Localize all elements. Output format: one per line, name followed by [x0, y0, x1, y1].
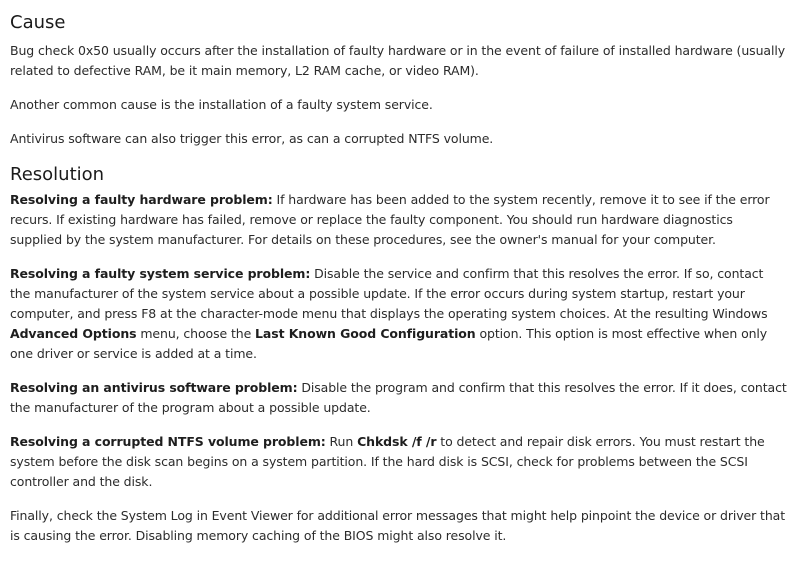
last-known-good-term: Last Known Good Configuration [255, 326, 476, 341]
finally-paragraph: Finally, check the System Log in Event Viewer for additional error messages that might help pinpoint the device or driver that is causing the error. Disabling memory caching of the BIOS might also resolve it. [10, 508, 786, 543]
ntfs-paragraph [10, 432, 787, 492]
advanced-options-term: Advanced Options [10, 326, 137, 341]
service-text-1: Disable the service and confirm that this resolves the error. If so, contact the manufacturer of the system service about a possible update. If the error occurs during system startup, restart your computer, and press F8 at the character-mode menu that displays the operating system choices. At the resulting Windows [10, 266, 768, 321]
cause-heading: Cause [10, 12, 66, 33]
antivirus-text: Disable the program and confirm that this resolves the error. If it does, contact the manufacturer of the program about a possible update. [10, 380, 787, 415]
service-text-3: option. This option is most effective when only one driver or service is added at a time. [10, 326, 768, 361]
resolution-heading: Resolution [10, 164, 105, 185]
service-paragraph [10, 264, 787, 364]
hardware-text: If hardware has been added to the system recently, remove it to see if the error recurs. If existing hardware has failed, remove or replace the faulty component. You should run hardware diagnostics supplied by the system manufacturer. For details on these procedures, see the owner's manual for your computer. [10, 192, 770, 247]
antivirus-label: Resolving an antivirus software problem: [10, 380, 298, 395]
antivirus-paragraph [10, 378, 787, 418]
service-text-2: menu, choose the [136, 326, 256, 341]
ntfs-text-2: to detect and repair disk errors. You must restart the system before the disk scan begins on a system partition. If the hard disk is SCSI, check for problems between the SCSI controller and the disk. [10, 434, 765, 489]
hardware-paragraph [10, 190, 787, 250]
chkdsk-command: Chkdsk /f /r [357, 434, 437, 449]
cause-paragraph-1: Bug check 0x50 usually occurs after the installation of faulty hardware or in the event of failure of installed hardware (usually related to defective RAM, be it main memory, L2 RAM cache, or video RAM). [10, 43, 785, 78]
cause-paragraph-3: Antivirus software can also trigger this error, as can a corrupted NTFS volume. [10, 131, 494, 146]
service-label: Resolving a faulty system service problem: [10, 266, 311, 281]
cause-paragraph-2: Another common cause is the installation of a faulty system service. [10, 97, 433, 112]
ntfs-text-1: Run [325, 434, 358, 449]
hardware-label: Resolving a faulty hardware problem: [10, 192, 273, 207]
ntfs-label: Resolving a corrupted NTFS volume problem: [10, 434, 326, 449]
